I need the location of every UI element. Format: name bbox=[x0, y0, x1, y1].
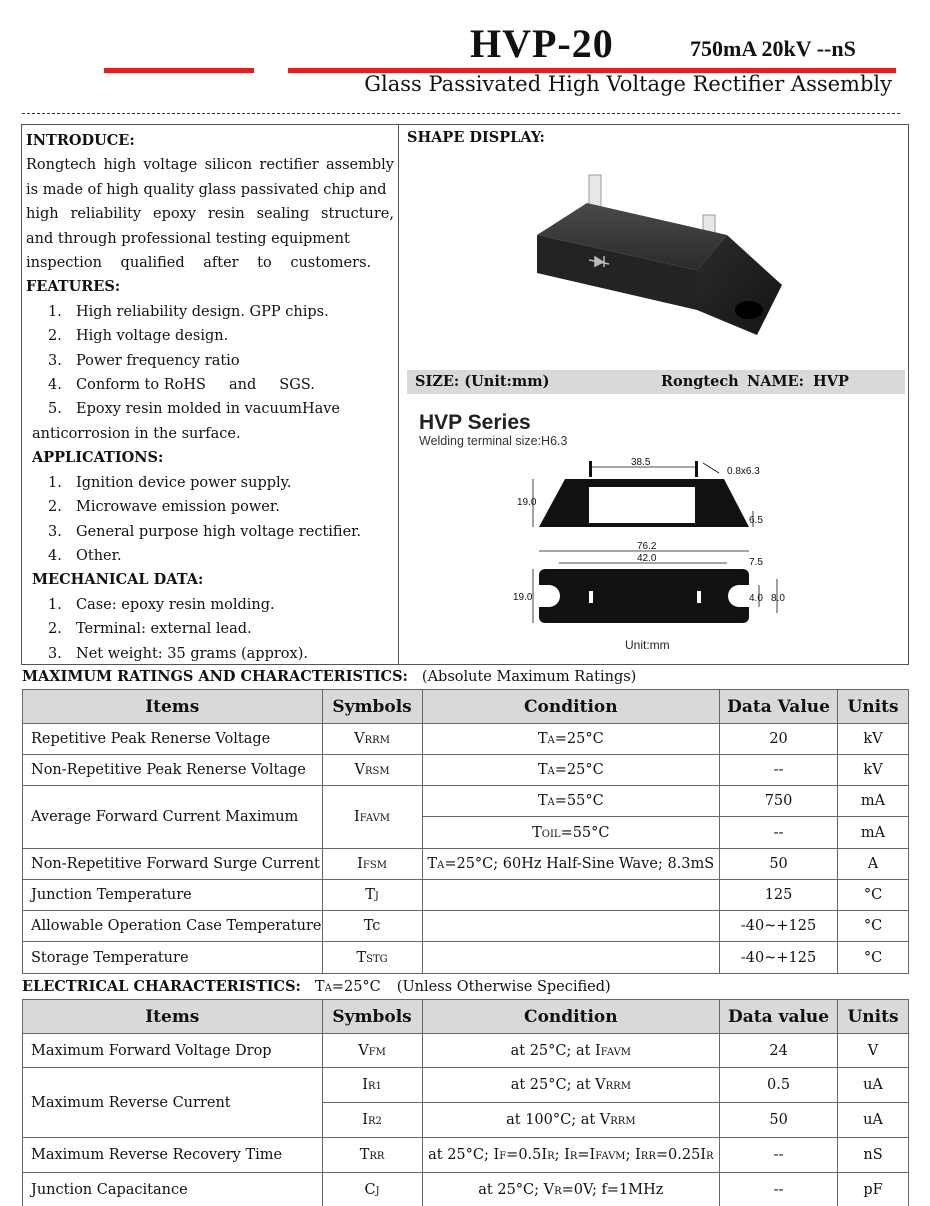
table-row: Non-Repetitive Peak Renerse Voltage VRSM TA=25°C -- kV bbox=[23, 755, 909, 786]
table-row: Storage Temperature TSTG -40~+125 °C bbox=[23, 942, 909, 974]
dim-4-0: 4.0 bbox=[749, 593, 763, 604]
brand-name: Rongtech bbox=[661, 373, 739, 390]
drawing-terminal bbox=[589, 461, 592, 477]
introduce-line: inspection qualified after to customers. bbox=[26, 255, 372, 272]
dim-76-2: 76.2 bbox=[637, 541, 657, 552]
application-item: 2. Microwave emission power. bbox=[48, 499, 280, 516]
series-title: HVP Series bbox=[419, 411, 531, 434]
feature-item: 4. Conform to RoHS and SGS. bbox=[48, 377, 315, 394]
table-row: Allowable Operation Case Temperature Tc -40~+125 °C bbox=[23, 911, 909, 942]
feature-item: 2. High voltage design. bbox=[48, 328, 229, 345]
table-row: Non-Repetitive Forward Surge Current IFSM TA=25°C; 60Hz Half-Sine Wave; 8.3mS 50 A bbox=[23, 849, 909, 880]
table-row: Average Forward Current Maximum IFAVM TA=55°C 750 mA bbox=[23, 786, 909, 817]
drawing-bottom-view bbox=[539, 569, 749, 623]
dim-7-5: 7.5 bbox=[749, 557, 763, 568]
table-row: Junction Temperature TJ 125 °C bbox=[23, 880, 909, 911]
drawing-label-area bbox=[589, 487, 695, 523]
introduce-line: Rongtech high voltage silicon rectifier assembly bbox=[26, 157, 394, 174]
dim-42-0: 42.0 bbox=[637, 553, 657, 564]
applications-heading: APPLICATIONS: bbox=[32, 449, 164, 467]
drawing-unit: Unit:mm bbox=[625, 638, 670, 652]
description-column bbox=[22, 125, 399, 664]
application-item: 4. Other. bbox=[48, 547, 122, 564]
table-row: Maximum Reverse Recovery Time TRR at 25°C; IF=0.5IR; IR=IFAVM; IRR=0.25IR -- nS bbox=[23, 1138, 909, 1173]
dim-8-0: 8.0 bbox=[771, 593, 785, 604]
drawing-terminal bbox=[695, 461, 698, 477]
series-subtitle: Welding terminal size:H6.3 bbox=[419, 434, 568, 448]
application-item: 1. Ignition device power supply. bbox=[48, 474, 292, 491]
max-ratings-heading: MAXIMUM RATINGS AND CHARACTERISTICS: (Absolute Maximum Ratings) bbox=[22, 668, 637, 685]
table-row: Maximum Forward Voltage Drop VFM at 25°C; at IFAVM 24 V bbox=[23, 1034, 909, 1068]
table-row: IR2 at 100°C; at VRRM 50 uA bbox=[23, 1103, 909, 1138]
feature-item: 5. Epoxy resin molded in vacuumHave bbox=[48, 401, 341, 418]
max-ratings-table bbox=[22, 689, 909, 974]
dim-19-bottom: 19.0 bbox=[513, 592, 533, 603]
table-header-row: Items Symbols Condition Data value Units bbox=[23, 1000, 909, 1034]
introduce-line: is made of high quality glass passivated chip and bbox=[26, 181, 387, 198]
table-row: TOIL=55°C -- mA bbox=[23, 817, 909, 849]
table-row: Junction Capacitance CJ at 25°C; VR=0V; f=1MHz -- pF bbox=[23, 1173, 909, 1206]
shape-heading: SHAPE DISPLAY: bbox=[407, 129, 545, 146]
size-bar bbox=[407, 370, 905, 394]
application-item: 3. General purpose high voltage rectifier. bbox=[48, 523, 362, 540]
mechanical-item: 1. Case: epoxy resin molding. bbox=[48, 596, 275, 613]
mechanical-item: 3. Net weight: 35 grams (approx). bbox=[48, 645, 308, 662]
dim-terminal-size: 0.8x6.3 bbox=[727, 466, 760, 477]
product-subtitle: Glass Passivated High Voltage Rectifier Assembly bbox=[364, 72, 892, 96]
accent-bar-left bbox=[104, 68, 254, 73]
name-label: NAME: bbox=[747, 373, 804, 390]
product-photo bbox=[527, 165, 797, 345]
electrical-heading: ELECTRICAL CHARACTERISTICS: TA=25°C (Unless Otherwise Specified) bbox=[22, 978, 611, 995]
introduce-heading: INTRODUCE: bbox=[26, 132, 135, 149]
shape-column bbox=[399, 125, 908, 664]
features-heading: FEATURES: bbox=[26, 278, 121, 296]
product-title: HVP-20 bbox=[470, 21, 614, 66]
dim-19-top: 19.0 bbox=[517, 497, 537, 508]
dashed-divider bbox=[22, 113, 900, 114]
name-value: HVP bbox=[813, 373, 849, 390]
feature-item: 1. High reliability design. GPP chips. bbox=[48, 303, 329, 320]
overview-box bbox=[21, 124, 909, 665]
dimension-drawing bbox=[409, 401, 899, 663]
dim-6-5: 6.5 bbox=[749, 515, 763, 526]
feature-continuation: anticorrosion in the surface. bbox=[32, 425, 241, 442]
table-row: Maximum Reverse Current IR1 at 25°C; at VRRM 0.5 uA bbox=[23, 1068, 909, 1103]
feature-item: 3. Power frequency ratio bbox=[48, 352, 240, 369]
table-row: Repetitive Peak Renerse Voltage VRRM TA=25°C 20 kV bbox=[23, 724, 909, 755]
introduce-line: and through professional testing equipment bbox=[26, 230, 350, 247]
product-spec: 750mA 20kV --nS bbox=[690, 36, 856, 61]
electrical-table bbox=[22, 999, 909, 1206]
mechanical-item: 2. Terminal: external lead. bbox=[48, 621, 252, 638]
mount-slot bbox=[735, 301, 763, 319]
table-header-row: Items Symbols Condition Data Value Units bbox=[23, 690, 909, 724]
mechanical-heading: MECHANICAL DATA: bbox=[32, 571, 204, 589]
introduce-line: high reliability epoxy resin sealing structure, bbox=[26, 206, 394, 223]
dim-38-5: 38.5 bbox=[631, 457, 651, 468]
size-label: SIZE: (Unit:mm) bbox=[415, 373, 550, 390]
